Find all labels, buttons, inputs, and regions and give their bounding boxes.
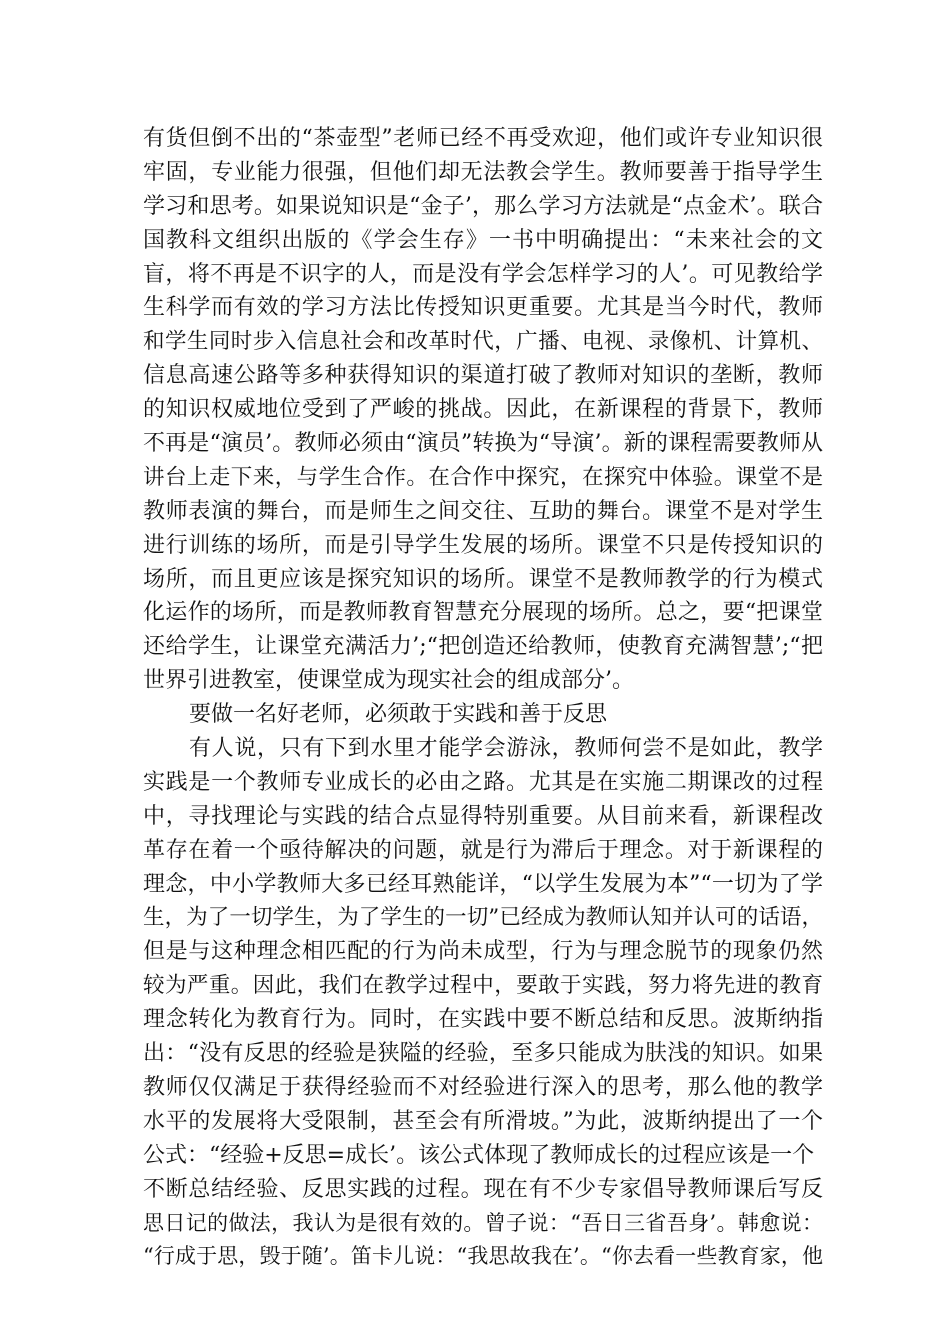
text-line: 理念转化为教育行为。同时，在实践中要不断总结和反思。波斯纳指 [143, 1007, 823, 1033]
text-line: 化运作的场所，而是教师教育智慧充分展现的场所。总之，要“把课堂 [143, 600, 823, 626]
text-line: 教师表演的舞台，而是师生之间交往、互助的舞台。课堂不是对学生 [143, 498, 823, 524]
section-heading: 要做一名好老师，必须敢于实践和善于反思 [189, 702, 608, 728]
text-line: 公式：“经验+反思=成长’。该公式体现了教师成长的过程应该是一个 [143, 1142, 815, 1168]
text-line: 牢固，专业能力很强，但他们却无法教会学生。教师要善于指导学生 [143, 159, 823, 185]
text-line: 和学生同时步入信息社会和改革时代，广播、电视、录像机、计算机、 [143, 329, 823, 355]
text-line: 的知识权威地位受到了严峻的挑战。因此，在新课程的背景下，教师 [143, 397, 823, 423]
text-line: 生，为了一切学生，为了学生的一切”已经成为教师认知并认可的话语， [143, 905, 823, 931]
text-line: 不再是“演员’。教师必须由“演员”转换为“导演’。新的课程需要教师从 [143, 431, 823, 457]
text-line: 较为严重。因此，我们在教学过程中，要敢于实践，努力将先进的教育 [143, 973, 823, 999]
text-line: 有货但倒不出的“茶壶型”老师已经不再受欢迎，他们或许专业知识很 [143, 126, 823, 151]
text-line: 生科学而有效的学习方法比传授知识更重要。尤其是当今时代，教师 [143, 295, 823, 321]
text-line: 不断总结经验、反思实践的过程。现在有不少专家倡导教师课后写反 [143, 1176, 823, 1202]
text-line: 中，寻找理论与实践的结合点显得特别重要。从目前来看，新课程改 [143, 803, 823, 829]
text-line: 教师仅仅满足于获得经验而不对经验进行深入的思考，那么他的教学 [143, 1074, 823, 1100]
text-line: 革存在着一个亟待解决的问题，就是行为滞后于理念。对于新课程的 [143, 837, 823, 863]
text-line: 学习和思考。如果说知识是“金子’，那么学习方法就是“点金术’。联合 [143, 193, 823, 219]
text-line: 进行训练的场所，而是引导学生发展的场所。课堂不只是传授知识的 [143, 532, 823, 558]
text-line: 实践是一个教师专业成长的必由之路。尤其是在实施二期课改的过程 [143, 769, 823, 795]
text-line: 理念，中小学教师大多已经耳熟能详，“以学生发展为本”“一切为了学 [143, 871, 823, 897]
text-line: 世界引进教室，使课堂成为现实社会的组成部分’。 [143, 668, 634, 694]
text-line: 盲，将不再是不识字的人，而是没有学会怎样学习的人’。可见教给学 [143, 261, 823, 287]
text-line: 讲台上走下来，与学生合作。在合作中探究，在探究中体验。课堂不是 [143, 464, 823, 490]
text-line: “行成于思，毁于随’。笛卡儿说：“我思故我在’。“你去看一些教育家，他 [143, 1244, 823, 1269]
text-line: 场所，而且更应该是探究知识的场所。课堂不是教师教学的行为模式 [143, 566, 823, 592]
text-line: 有人说，只有下到水里才能学会游泳，教师何尝不是如此，教学 [189, 736, 823, 762]
text-line: 出：“没有反思的经验是狭隘的经验，至多只能成为肤浅的知识。如果 [143, 1041, 823, 1067]
body-text [143, 122, 823, 1274]
text-line: 思日记的做法，我认为是很有效的。曾子说：“吾日三省吾身’。韩愈说： [143, 1210, 823, 1235]
text-line: 国教科文组织出版的《学会生存》一书中明确提出：“未来社会的文 [143, 227, 823, 253]
text-line: 还给学生，让课堂充满活力’;“把创造还给教师，使教育充满智慧’;“把 [143, 634, 823, 660]
text-line: 信息高速公路等多种获得知识的渠道打破了教师对知识的垄断，教师 [143, 363, 823, 389]
text-line: 水平的发展将大受限制，甚至会有所滑坡。”为此，波斯纳提出了一个 [143, 1108, 823, 1134]
text-line: 但是与这种理念相匹配的行为尚未成型，行为与理念脱节的现象仍然 [143, 939, 823, 965]
